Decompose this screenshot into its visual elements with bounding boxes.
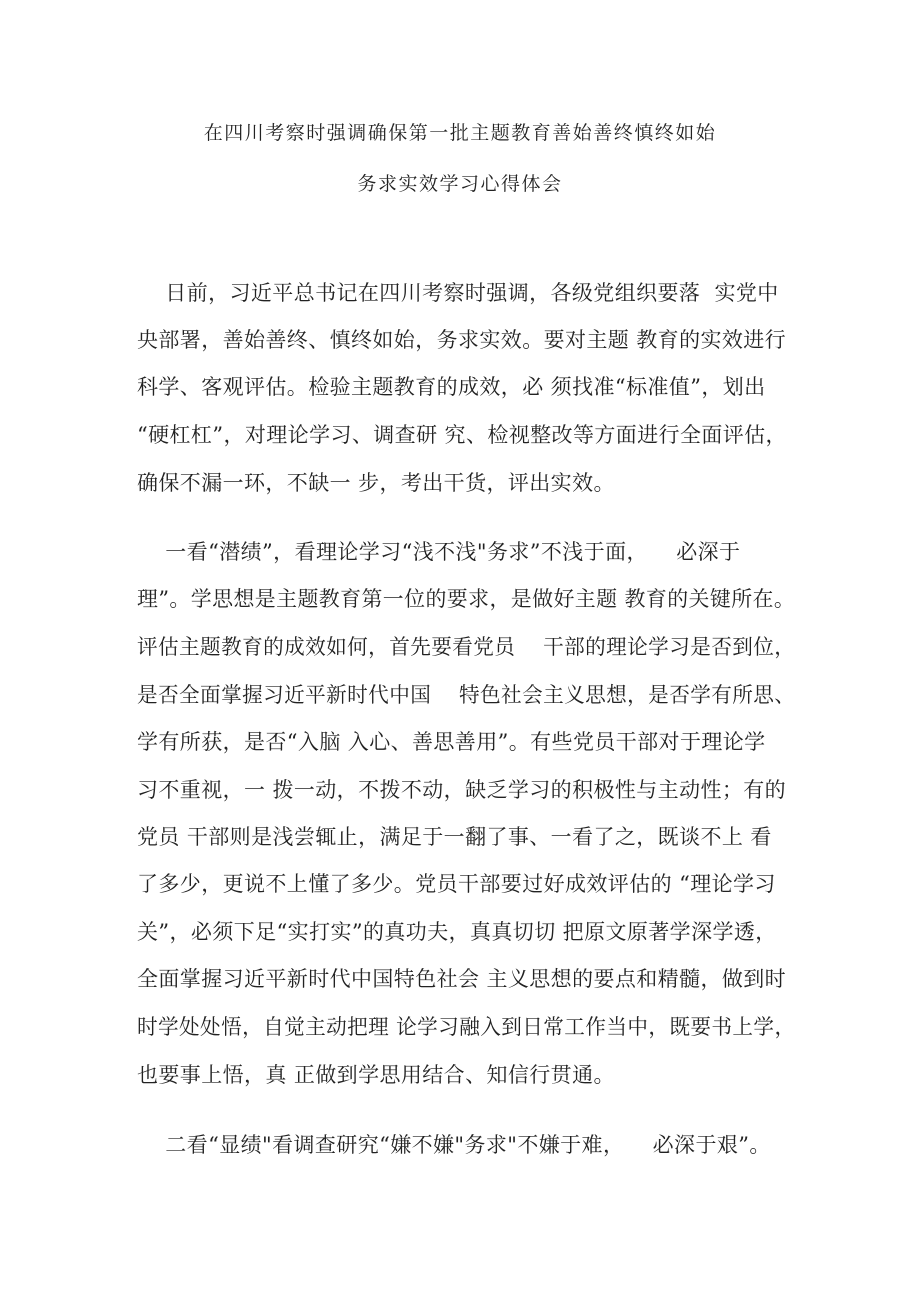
paragraph-line: 二看“显绩"看调查研究“嫌不嫌"务求"不嫌于难， 必深于艰”。 [137, 1133, 771, 1157]
document-title-line-2: 务求实效学习心得体会 [357, 173, 563, 195]
paragraph-line: 是否全面掌握习近平新时代中国 特色社会主义思想，是否学有所思、 [137, 683, 796, 707]
paragraph-line: 也要事上悟，真 正做到学思用结合、知信行贯通。 [137, 1063, 615, 1087]
paragraph-line: 时学处处悟，自觉主动把理 论学习融入到日常工作当中，既要书上学， [137, 1015, 796, 1039]
paragraph-line: 一看“潜绩”，看理论学习“浅不浅"务求”不浅于面， 必深于 [137, 540, 741, 564]
paragraph-line: 党员 干部则是浅尝辄止，满足于一翻了事、一看了之，既谈不上 看 [137, 825, 772, 849]
paragraph-line: 确保不漏一环，不缺一 步，考出干货，评出实效。 [137, 471, 615, 495]
paragraph-line: 评估主题教育的成效如何，首先要看党员 干部的理论学习是否到位， [137, 635, 796, 659]
paragraph-line: 理”。学思想是主题教育第一位的要求，是做好主题 教育的关键所在。 [137, 587, 796, 611]
paragraph-line: 科学、客观评估。检验主题教育的成效，必 须找准“标准值”，划出 [137, 375, 766, 399]
paragraph-line: 学有所获，是否“入脑 入心、善思善用”。有些党员干部对于理论学 [137, 730, 766, 754]
document-title-line-1: 在四川考察时强调确保第一批主题教育善始善终慎终如始 [203, 122, 717, 144]
paragraph-line: 关”，必须下足“实打实”的真功夫，真真切切 把原文原著学深学透， [137, 920, 777, 944]
paragraph-line: 全面掌握习近平新时代中国特色社会 主义思想的要点和精髓，做到时 [137, 967, 787, 991]
paragraph-line: 央部署，善始善终、慎终如始，务求实效。要对主题 教育的实效进行 [137, 328, 787, 352]
paragraph-line: 了多少，更说不上懂了多少。党员干部要过好成效评估的 “理论学习 [137, 872, 776, 896]
paragraph-line: “硬杠杠”，对理论学习、调查研 究、检视整改等方面进行全面评估， [137, 423, 787, 447]
paragraph-line: 习不重视，一 拨一动，不拨不动，缺乏学习的积极性与主动性；有的 [137, 778, 787, 802]
paragraph-line: 日前，习近平总书记在四川考察时强调，各级党组织要落 实党中 [137, 281, 779, 305]
